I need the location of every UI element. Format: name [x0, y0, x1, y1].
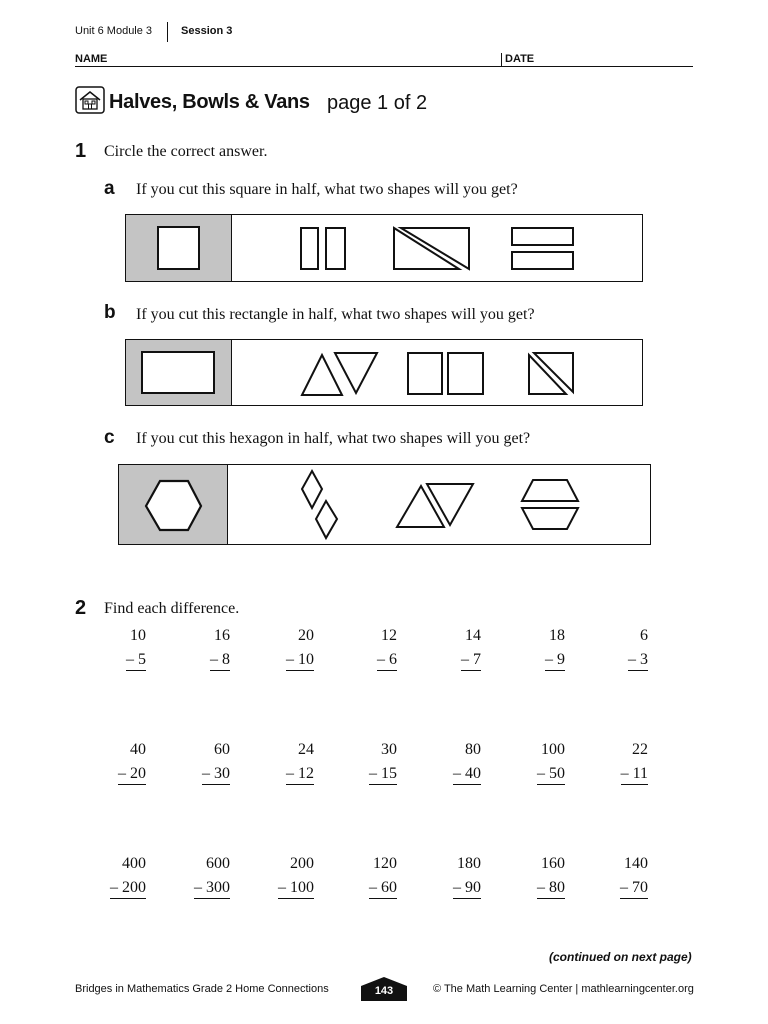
- home-connection-icon: [75, 86, 105, 114]
- minuend: 40: [130, 741, 146, 758]
- page-indicator: page 1 of 2: [327, 92, 428, 114]
- name-label: NAME: [75, 53, 108, 65]
- subtraction-problem: [86, 624, 146, 672]
- subtraction-problem: [254, 852, 314, 900]
- minuend: 200: [290, 855, 314, 872]
- question-1-number: 1: [75, 140, 87, 162]
- subtraction-problem: [86, 738, 146, 786]
- subtraction-problem: [421, 852, 481, 900]
- part-c-shape-panel: [118, 464, 651, 545]
- subtrahend: – 40: [453, 764, 481, 785]
- subtraction-problem: [337, 624, 397, 672]
- page-title: Halves, Bowls & Vans: [109, 91, 310, 113]
- part-a-letter: a: [104, 178, 115, 199]
- subtrahend: – 30: [202, 764, 230, 785]
- question-2-number: 2: [75, 597, 87, 619]
- option-two-rectangles: [301, 228, 345, 269]
- part-c-question: If you cut this hexagon in half, what two shapes will you get?: [136, 430, 531, 447]
- page-number-badge: [360, 976, 408, 1002]
- subtraction-problem: [254, 738, 314, 786]
- subtraction-problem: [588, 738, 648, 786]
- minuend: 24: [298, 741, 314, 758]
- minuend: 60: [214, 741, 230, 758]
- date-label: DATE: [505, 53, 535, 65]
- option-two-squares: [408, 353, 483, 394]
- subtrahend: – 10: [286, 650, 314, 671]
- part-b-question: If you cut this rectangle in half, what two shapes will you get?: [136, 306, 535, 323]
- subtrahend: – 60: [369, 878, 397, 899]
- given-hexagon: [146, 481, 201, 530]
- footer-copyright: © The Math Learning Center | mathlearningcenter.org: [433, 983, 694, 995]
- subtraction-problem: [421, 624, 481, 672]
- minuend: 10: [130, 627, 146, 644]
- subtrahend: – 6: [377, 650, 397, 671]
- subtrahend: – 50: [537, 764, 565, 785]
- page-number: 143: [374, 985, 394, 997]
- subtrahend: – 15: [369, 764, 397, 785]
- question-1-instruction: Circle the correct answer.: [104, 143, 268, 160]
- subtrahend: – 90: [453, 878, 481, 899]
- part-c-shapes: [119, 465, 652, 546]
- minuend: 6: [640, 627, 648, 644]
- session-label: Session 3: [181, 25, 233, 37]
- name-date-line: [75, 66, 693, 67]
- option-two-triangles-c: [397, 484, 473, 527]
- minuend: 400: [122, 855, 146, 872]
- subtrahend: – 100: [278, 878, 314, 899]
- option-two-wide-rectangles: [512, 228, 573, 269]
- subtraction-problem: [170, 624, 230, 672]
- minuend: 120: [373, 855, 397, 872]
- subtrahend: – 5: [126, 650, 146, 671]
- subtraction-problem: [337, 738, 397, 786]
- option-two-rhombuses: [302, 471, 337, 538]
- subtraction-problem: [505, 852, 565, 900]
- minuend: 140: [624, 855, 648, 872]
- subtrahend: – 12: [286, 764, 314, 785]
- part-a-shape-panel: [125, 214, 643, 282]
- option-two-triangles-b: [302, 353, 377, 395]
- question-2-instruction: Find each difference.: [104, 600, 240, 617]
- minuend: 16: [214, 627, 230, 644]
- part-a-question: If you cut this square in half, what two shapes will you get?: [136, 181, 518, 198]
- subtraction-problem: [505, 624, 565, 672]
- part-b-shape-panel: [125, 339, 643, 406]
- option-two-triangles: [394, 228, 469, 269]
- minuend: 12: [381, 627, 397, 644]
- subtrahend: – 300: [194, 878, 230, 899]
- subtrahend: – 3: [628, 650, 648, 671]
- subtraction-problem: [337, 852, 397, 900]
- subtrahend: – 8: [210, 650, 230, 671]
- subtrahend: – 200: [110, 878, 146, 899]
- minuend: 22: [632, 741, 648, 758]
- minuend: 600: [206, 855, 230, 872]
- continued-note: (continued on next page): [549, 950, 692, 964]
- option-two-trapezoids: [522, 480, 578, 529]
- minuend: 80: [465, 741, 481, 758]
- subtrahend: – 11: [621, 764, 648, 785]
- option-two-right-triangles: [529, 353, 573, 394]
- subtraction-problem: [170, 738, 230, 786]
- minuend: 18: [549, 627, 565, 644]
- minuend: 20: [298, 627, 314, 644]
- minuend: 160: [541, 855, 565, 872]
- header-divider: [167, 22, 168, 42]
- minuend: 180: [457, 855, 481, 872]
- subtraction-problem: [588, 852, 648, 900]
- date-divider: [501, 53, 502, 66]
- part-b-shapes: [126, 340, 644, 407]
- subtrahend: – 7: [461, 650, 481, 671]
- minuend: 100: [541, 741, 565, 758]
- given-square: [158, 227, 199, 269]
- part-b-letter: b: [104, 302, 116, 323]
- subtraction-problem: [588, 624, 648, 672]
- subtrahend: – 20: [118, 764, 146, 785]
- subtrahend: – 70: [620, 878, 648, 899]
- subtraction-problem: [86, 852, 146, 900]
- subtraction-problem: [170, 852, 230, 900]
- subtrahend: – 9: [545, 650, 565, 671]
- subtraction-problem: [505, 738, 565, 786]
- subtraction-problem: [254, 624, 314, 672]
- subtraction-problem: [421, 738, 481, 786]
- subtrahend: – 80: [537, 878, 565, 899]
- footer-publication: Bridges in Mathematics Grade 2 Home Connections: [75, 983, 329, 995]
- part-a-shapes: [126, 215, 644, 283]
- unit-module-label: Unit 6 Module 3: [75, 25, 153, 37]
- given-rectangle: [142, 352, 214, 393]
- part-c-letter: c: [104, 427, 115, 448]
- minuend: 14: [465, 627, 481, 644]
- minuend: 30: [381, 741, 397, 758]
